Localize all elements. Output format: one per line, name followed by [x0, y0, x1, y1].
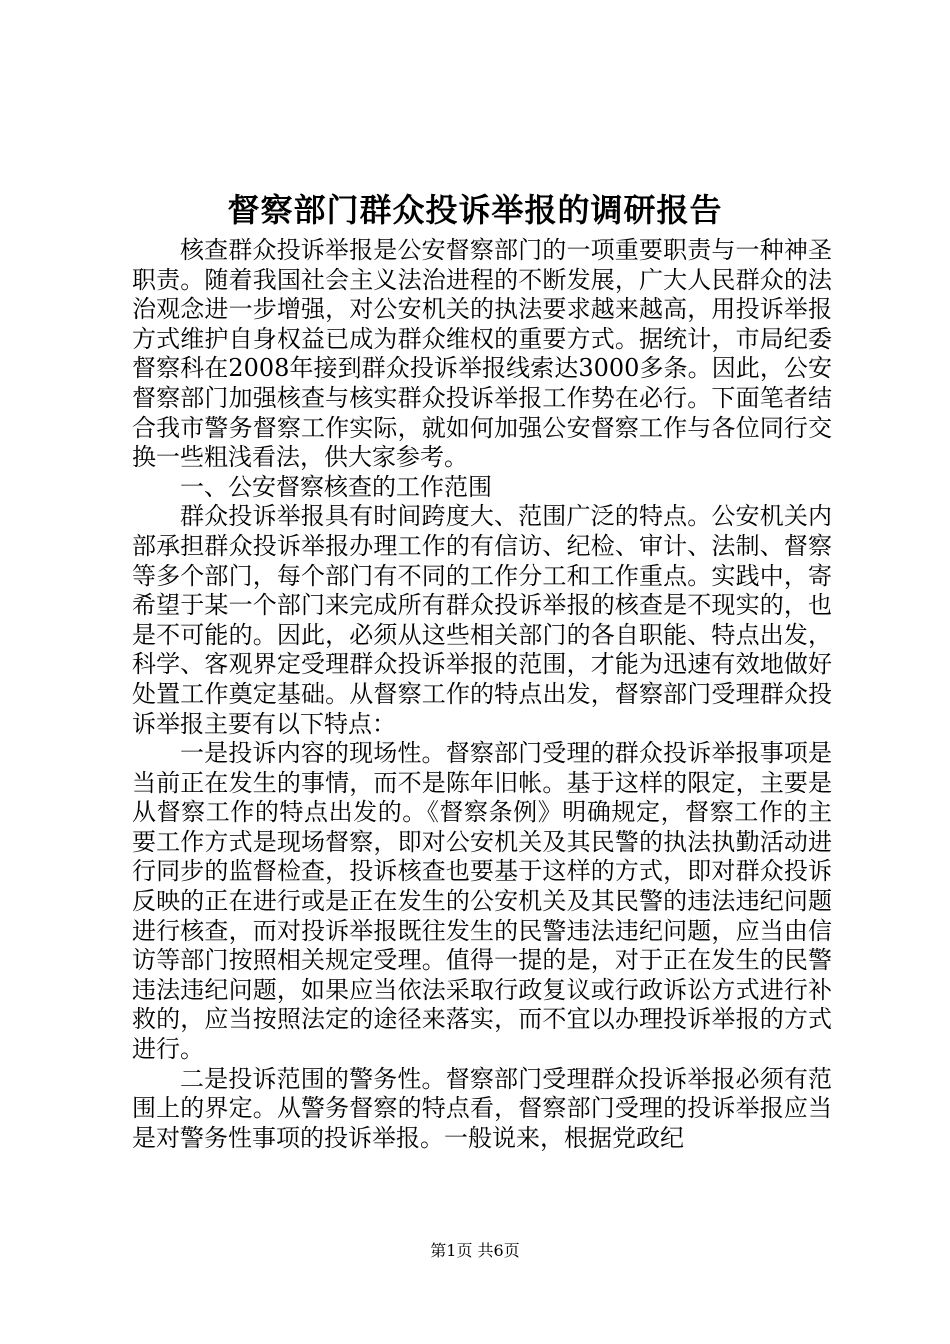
document-body — [132, 236, 832, 1153]
page-number: 第1页 共6页 — [430, 1241, 520, 1260]
paragraph-point-1: 一是投诉内容的现场性。督察部门受理的群众投诉举报事项是当前正在发生的事情，而不是陈年旧帐。基于这样的限定，主要是从督察工作的特点出发的。《督察条例》明确规定，督察工作的主要工作方式是现场督察，即对公安机关及其民警的执法执勤活动进行同步的监督检查，投诉核查也要基于这样的方式，即对群众投诉反映的正在进行或是正在发生的公安机关及其民警的违法违纪问题进行核查，而对投诉举报既往发生的民警违法违纪问题，应当由信访等部门按照相关规定受理。值得一提的是，对于正在发生的民警违法违纪问题，如果应当依法采取行政复议或行政诉讼方式进行补救的，应当按照法定的途径来落实，而不宜以办理投诉举报的方式进行。 — [132, 739, 832, 1064]
section-heading-1: 一、公安督察核查的工作范围 — [180, 472, 492, 501]
paragraph-point-2: 二是投诉范围的警务性。督察部门受理群众投诉举报必须有范围上的界定。从警务督察的特点看，督察部门受理的投诉举报应当是对警务性事项的投诉举报。一般说来，根据党政纪 — [132, 1064, 832, 1152]
paragraph-intro: 核查群众投诉举报是公安督察部门的一项重要职责与一种神圣职责。随着我国社会主义法治进程的不断发展，广大人民群众的法治观念进一步增强，对公安机关的执法要求越来越高，用投诉举报方式维护自身权益已成为群众维权的重要方式。据统计，市局纪委督察科在2008年接到群众投诉举报线索达3000多条。因此，公安督察部门加强核查与核实群众投诉举报工作势在必行。下面笔者结合我市警务督察工作实际，就如何加强公安督察工作与各位同行交换一些粗浅看法，供大家参考。 — [132, 236, 832, 472]
document-title: 督察部门群众投诉举报的调研报告 — [227, 191, 723, 229]
paragraph-scope: 群众投诉举报具有时间跨度大、范围广泛的特点。公安机关内部承担群众投诉举报办理工作的有信访、纪检、审计、法制、督察等多个部门，每个部门有不同的工作分工和工作重点。实践中，寄希望于某一个部门来完成所有群众投诉举报的核查是不现实的，也是不可能的。因此，必须从这些相关部门的各自职能、特点出发，科学、客观界定受理群众投诉举报的范围，才能为迅速有效地做好处置工作奠定基础。从督察工作的特点出发，督察部门受理群众投诉举报主要有以下特点： — [132, 502, 832, 738]
